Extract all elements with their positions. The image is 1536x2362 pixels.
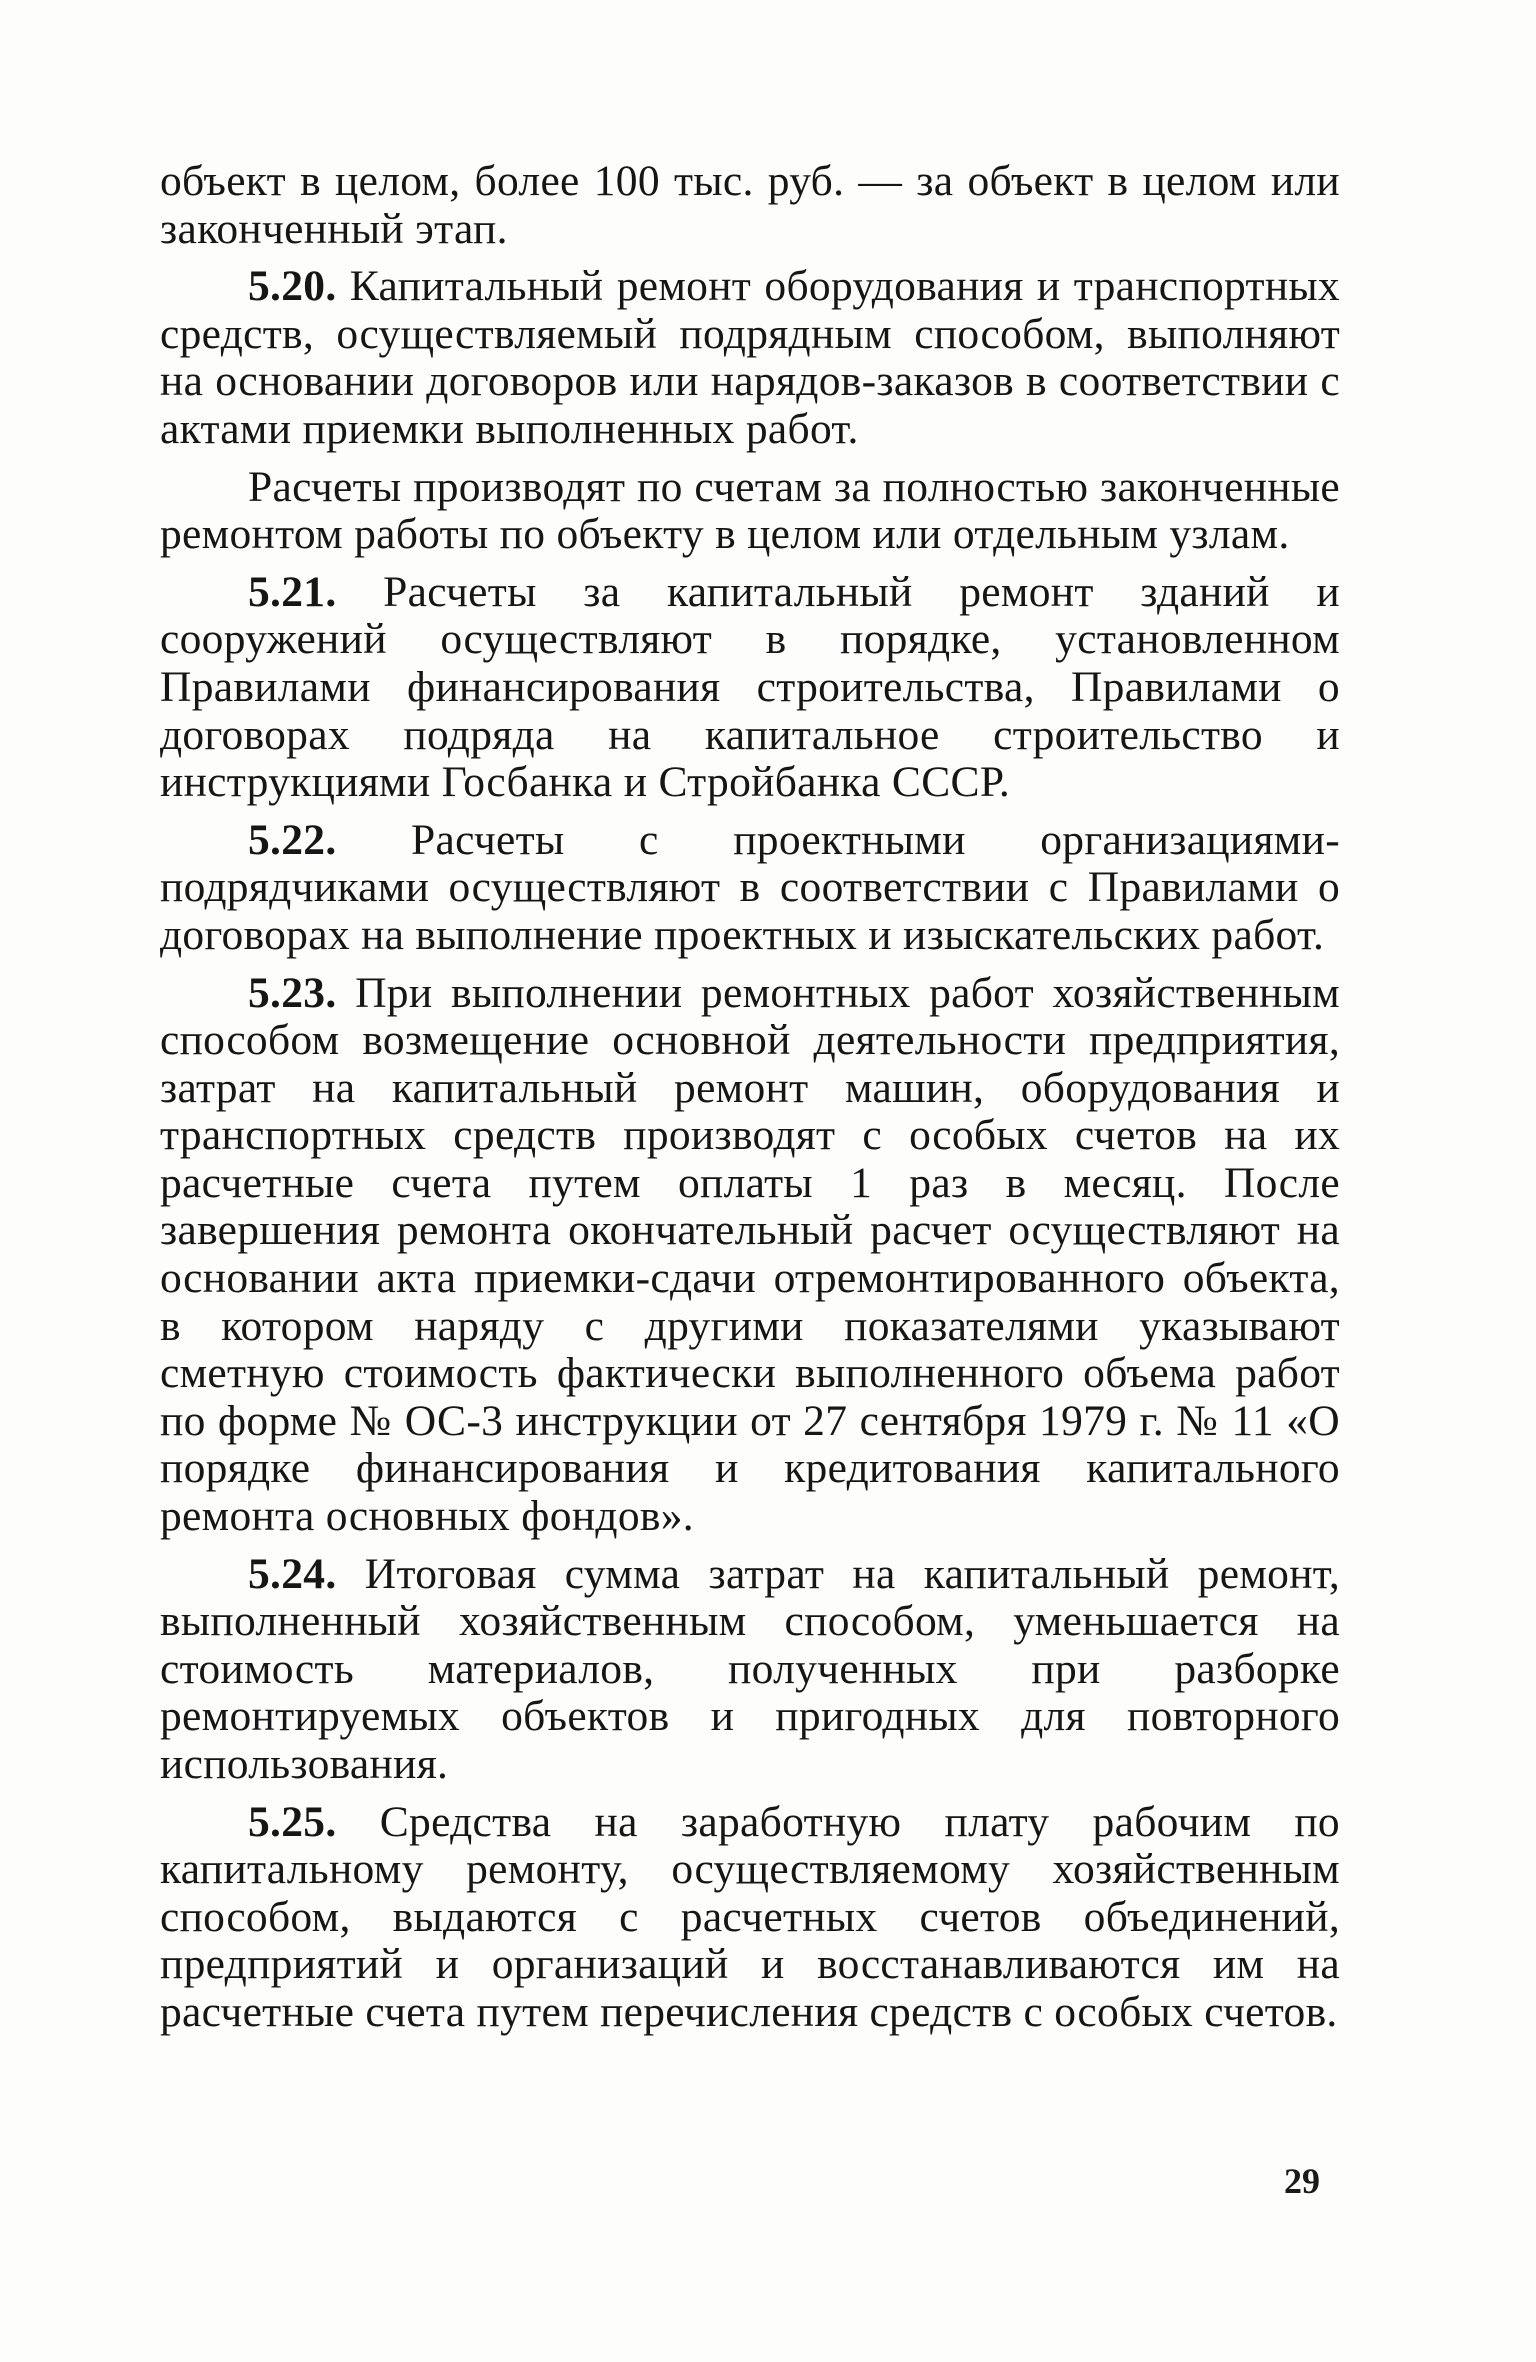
paragraph-text: Расчеты за капитальный ремонт зданий и сооружений осуществляют в порядке, установленном Правилами финансирования строительства, Правилами о договорах подряда на капитальное строительство и инструкциями Госбанка и Стройбанка СССР. (160, 567, 1340, 807)
paragraph-text: При выполнении ремонтных работ хозяйственным способом возмещение основной деятельности предприятия, затрат на капитальный ремонт машин, оборудования и транспортных средств производят с особых счетов на их расчетные счета путем оплаты 1 раз в месяц. После завершения ремонта окончательный расчет осуществляют на основании акта приемки-сдачи отремонтированного объекта, в котором наряду с другими показателями указывают сметную стоимость фактически выполненного объема работ по форме № ОС-3 инструкции от 27 сентября 1979 г. № 11 «О порядке финансирования и кредитования капитального ремонта основных фондов». (160, 968, 1340, 1541)
paragraph-continuation (160, 158, 1340, 253)
paragraph-5-24 (160, 1551, 1340, 1789)
paragraph-text: Расчеты производят по счетам за полностью законченные ремонтом работы по объекту в целом или отдельным узлам. (160, 462, 1340, 559)
paragraph-text: Капитальный ремонт оборудования и транспортных средств, осуществляемый подрядным способом, выполняют на основании договоров или нарядов-заказов в соответствии с актами приемки выполненных работ. (160, 262, 1340, 453)
paragraph-number: 5.23. (248, 968, 337, 1017)
paragraph-text: объект в целом, более 100 тыс. руб. — за объект в целом или законченный этап. (160, 157, 1340, 253)
paragraph-number: 5.21. (248, 567, 337, 616)
paragraph-text: Средства на заработную плату рабочим по капитальному ремонту, осуществляемому хозяйственным способом, выдаются с расчетных счетов объединений, предприятий и организаций и восстанавливаются им на расчетные счета путем перечисления средств с особых счетов. (160, 1797, 1340, 2036)
paragraph-5-25 (160, 1799, 1340, 2037)
paragraph-number: 5.24. (248, 1549, 337, 1598)
paragraph-5-22 (160, 817, 1340, 960)
page-number: 29 (1284, 2161, 1320, 2201)
paragraph-text: Расчеты с проектными организациями-подрядчиками осуществляют в соответствии с Правилами о договорах на выполнение проектных и изыскательских работ. (160, 815, 1340, 959)
paragraph-5-20-cont (160, 464, 1340, 559)
paragraph-number: 5.20. (248, 262, 337, 311)
body-text (160, 158, 1340, 2047)
paragraph-number: 5.25. (248, 1797, 337, 1846)
paragraph-number: 5.22. (248, 815, 337, 864)
paragraph-5-23 (160, 970, 1340, 1541)
paragraph-5-20 (160, 263, 1340, 453)
paragraph-text: Итоговая сумма затрат на капитальный ремонт, выполненный хозяйственным способом, уменьшается на стоимость материалов, полученных при разборке ремонтируемых объектов и пригодных для повторного использования. (160, 1549, 1340, 1788)
paragraph-5-21 (160, 569, 1340, 807)
